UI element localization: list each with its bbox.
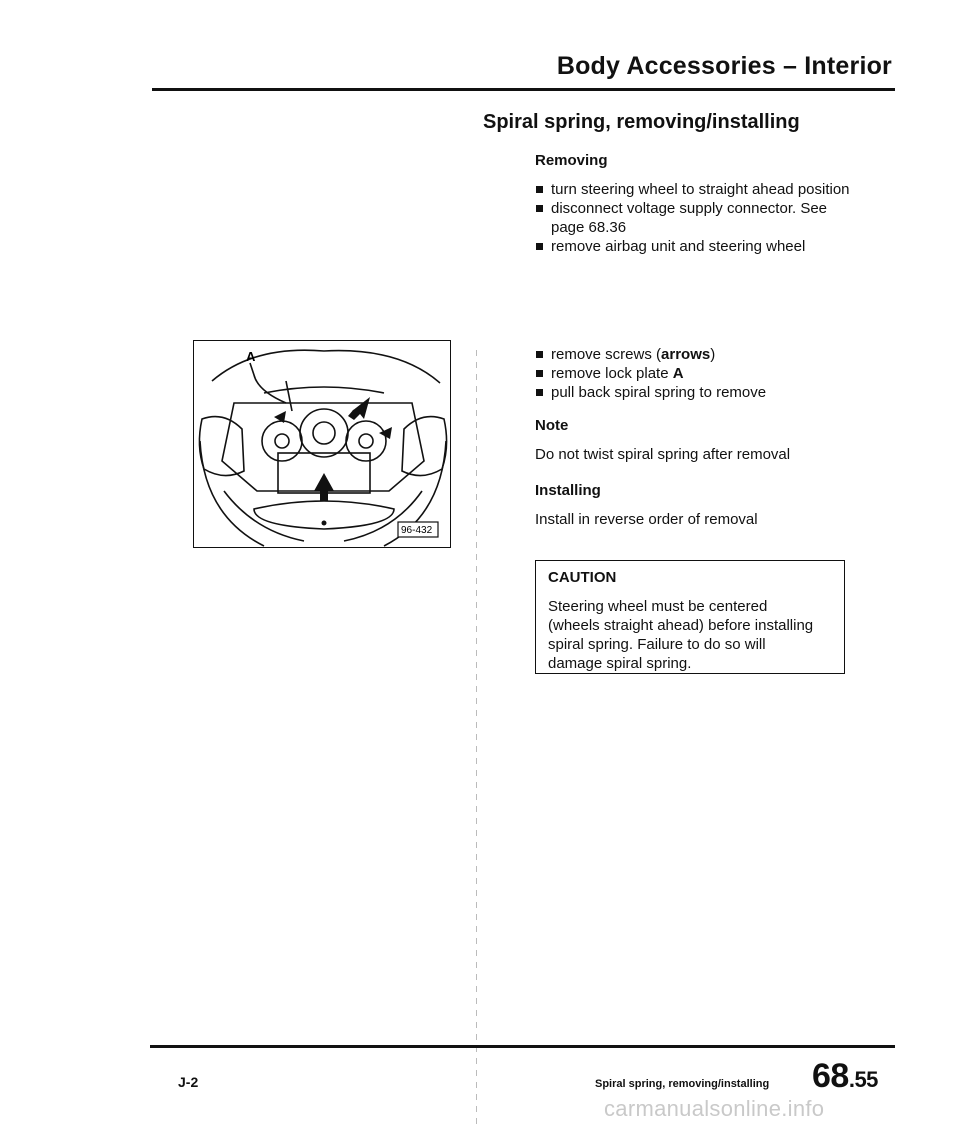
figure-ref-number: 96-432 [401,525,433,536]
steering-wheel-illustration [194,341,451,548]
removing-heading: Removing [535,152,608,169]
removing-steps [535,180,855,256]
binding-line [476,350,477,1125]
watermark: carmanualsonline.info [604,1096,825,1121]
page-header-title: Body Accessories – Interior [556,52,892,80]
note-text: Do not twist spiral spring after removal [535,446,791,463]
removing-step-1: turn steering wheel to straight ahead position [535,180,855,199]
footer-rule [150,1045,895,1048]
step-remove-lock-plate: remove lock plate A [535,364,855,383]
footer-section-code: J-2 [178,1074,199,1090]
caution-title: CAUTION [548,569,617,586]
header-rule [152,88,895,91]
removing-step-3: remove airbag unit and steering wheel [535,237,855,256]
removing-step-2: disconnect voltage supply connector. See page 68.36 [535,199,855,237]
footer-running-title: Spiral spring, removing/installing [595,1078,770,1090]
caution-text: Steering wheel must be centered (wheels straight ahead) before installing spiral spring. Failure to do so will damage spiral spring. [548,598,814,672]
figure-label-a: A [246,349,256,364]
caution-box [535,560,845,674]
note-heading: Note [535,417,569,434]
removal-steps-2 [535,345,855,402]
installing-text: Install in reverse order of removal [535,511,758,528]
step-remove-screws: remove screws (arrows) [535,345,855,364]
step-pull-back-spring: pull back spiral spring to remove [535,383,855,402]
installing-heading: Installing [535,482,601,499]
page-number: 68.55 [812,1057,878,1095]
steering-wheel-figure [193,340,451,548]
section-title: Spiral spring, removing/installing [483,111,800,133]
